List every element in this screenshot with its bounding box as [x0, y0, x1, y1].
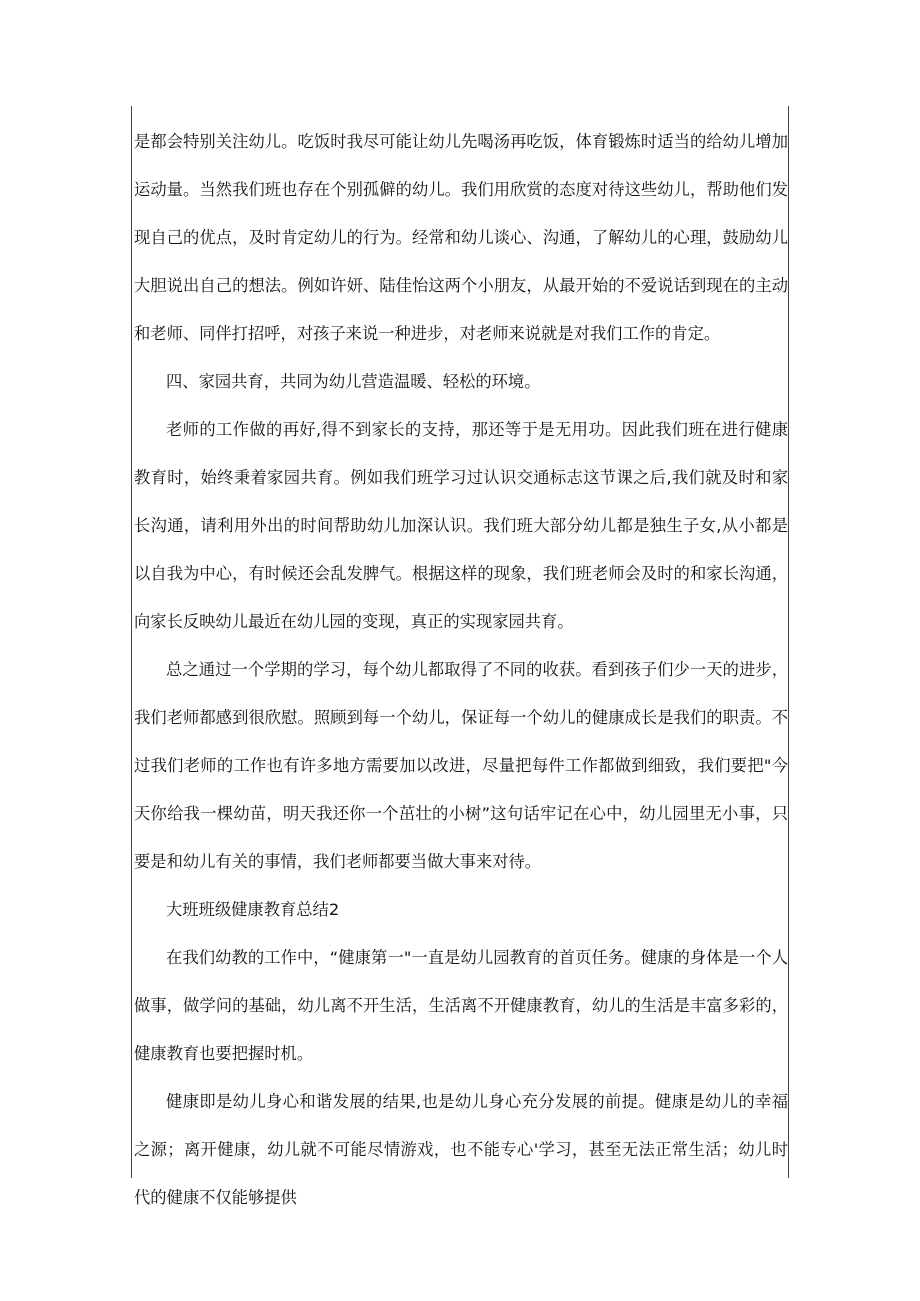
- document-page: [131, 106, 789, 1207]
- section-heading-home-school: 四、家园共育，共同为幼儿营造温暖、轻松的环境。: [166, 372, 541, 391]
- right-margin-rule: [788, 106, 789, 1178]
- left-margin-rule: [131, 106, 132, 1178]
- paragraph-continued: 是都会特别关注幼儿。吃饭时我尽可能让幼儿先喝汤再吃饭，体育锻炼时适当的给幼儿增加运动量。当然我们班也存在个别孤僻的幼儿。我们用欣赏的态度对待这些幼儿，帮助他们发现自己的优点，及时肯定幼儿的行为。经常和幼儿谈心、沟通，了解幼儿的心理，鼓励幼儿大胆说出自己的想法。例如许妍、陆佳怡这两个小朋友，从最开始的不爱说话到现在的主动和老师、同伴打招呼，对孩子来说一种进步，对老师来说就是对我们工作的肯定。: [134, 132, 788, 343]
- document-body: [134, 118, 788, 1222]
- paragraph-summary: 总之通过一个学期的学习，每个幼儿都取得了不同的收获。看到孩子们少一天的进步，我们老师都感到很欣慰。照顾到每一个幼儿，保证每一个幼儿的健康成长是我们的职责。不过我们老师的工作也有许多地方需要加以改进，尽量把每件工作都做到细致，我们要把"今天你给我一棵幼苗，明天我还你一个茁壮的小树”这句话牢记在心中，幼儿园里无小事，只要是和幼儿有关的事情，我们老师都要当做大事来对待。: [134, 660, 788, 871]
- section-title-summary-2: 大班班级健康教育总结2: [166, 900, 340, 919]
- paragraph-health-first: 在我们幼教的工作中，“健康第一"一直是幼儿园教育的首页任务。健康的身体是一个人做事，做学问的基础，幼儿离不开生活，生活离不开健康教育，幼儿的生活是丰富多彩的，健康教育也要把握时机。: [134, 948, 788, 1063]
- paragraph-home-school: 老师的工作做的再好,得不到家长的支持，那还等于是无用功。因此我们班在进行健康教育时，始终秉着家园共育。例如我们班学习过认识交通标志这节课之后,我们就及时和家长沟通，请利用外出的时间帮助幼儿加深认识。我们班大部分幼儿都是独生子女,从小都是以自我为中心，有时候还会乱发脾气。根据这样的现象，我们班老师会及时的和家长沟通，向家长反映幼儿最近在幼儿园的变现，真正的实现家园共育。: [134, 420, 788, 631]
- paragraph-health-definition: 健康即是幼儿身心和谐发展的结果,也是幼儿身心充分发展的前提。健康是幼儿的幸福之源；离开健康，幼儿就不可能尽情游戏，也不能专心'学习，甚至无法正常生活；幼儿时代的健康不仅能够提供: [134, 1092, 788, 1207]
